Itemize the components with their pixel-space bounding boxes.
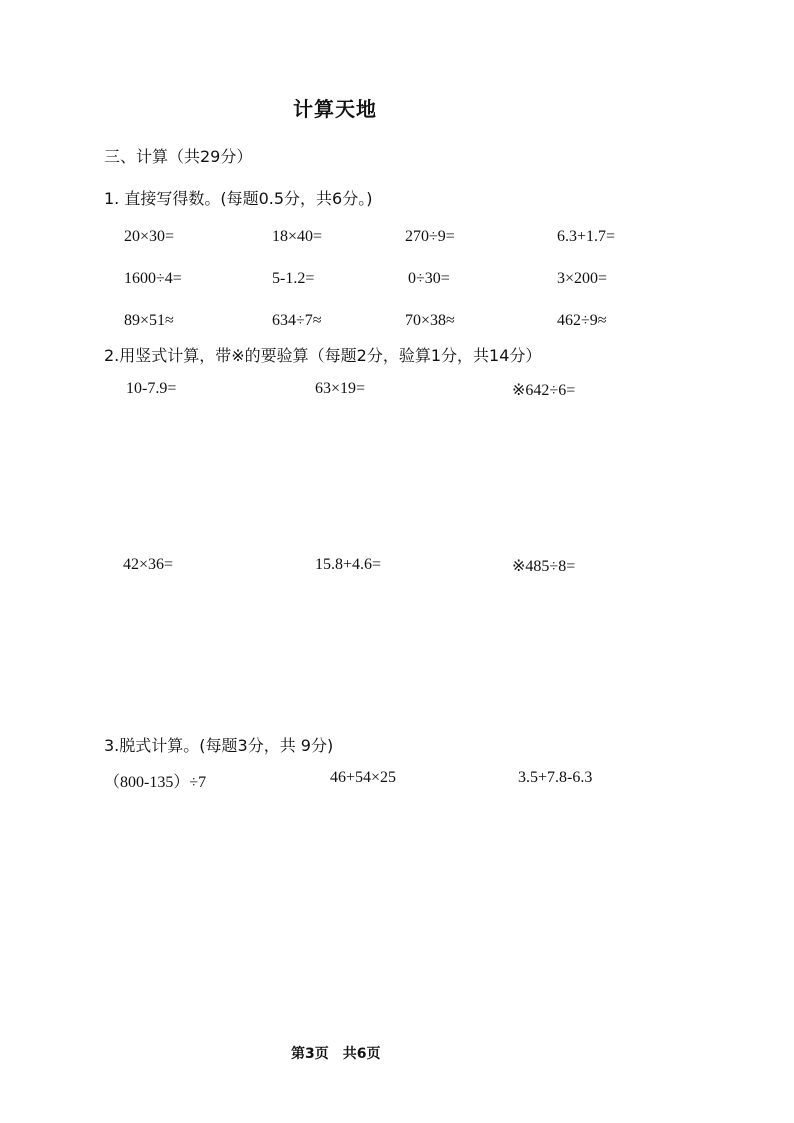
section-heading: 三、计算（共29分） [104, 147, 253, 166]
q2-item: 63×19= [315, 380, 366, 397]
q1-item: 70×38≈ [405, 312, 455, 329]
q2-item: ※485÷8= [512, 558, 576, 575]
q1-item: 6.3+1.7= [557, 228, 616, 245]
q1-item: 634÷7≈ [272, 312, 322, 329]
q1-item: 89×51≈ [124, 312, 174, 329]
q1-item: 1600÷4= [124, 270, 182, 287]
q2-item: 42×36= [123, 556, 174, 573]
q2-heading: 2.用竖式计算，带※的要验算（每题2分，验算1分，共14分） [104, 346, 542, 365]
q3-item: （800-135）÷7 [104, 774, 207, 791]
q3-item: 3.5+7.8-6.3 [518, 769, 593, 786]
page-number: 第3页 共6页 [291, 1046, 381, 1062]
q1-item: 270÷9= [405, 228, 455, 245]
q2-item: 15.8+4.6= [315, 556, 382, 573]
q1-item: 20×30= [124, 228, 175, 245]
q1-item: 462÷9≈ [557, 312, 607, 329]
q2-item: 10-7.9= [126, 380, 177, 397]
q1-item: 0÷30= [408, 270, 450, 287]
q3-item: 46+54×25 [330, 769, 397, 786]
q1-item: 5-1.2= [272, 270, 315, 287]
q1-item: 3×200= [557, 270, 608, 287]
q1-heading: 1. 直接写得数。(每题0.5分，共6分。) [104, 189, 373, 208]
q2-item: ※642÷6= [512, 382, 576, 399]
q1-item: 18×40= [272, 228, 323, 245]
page-title: 计算天地 [293, 97, 377, 121]
q3-heading: 3.脱式计算。(每题3分，共 9分) [104, 736, 334, 755]
